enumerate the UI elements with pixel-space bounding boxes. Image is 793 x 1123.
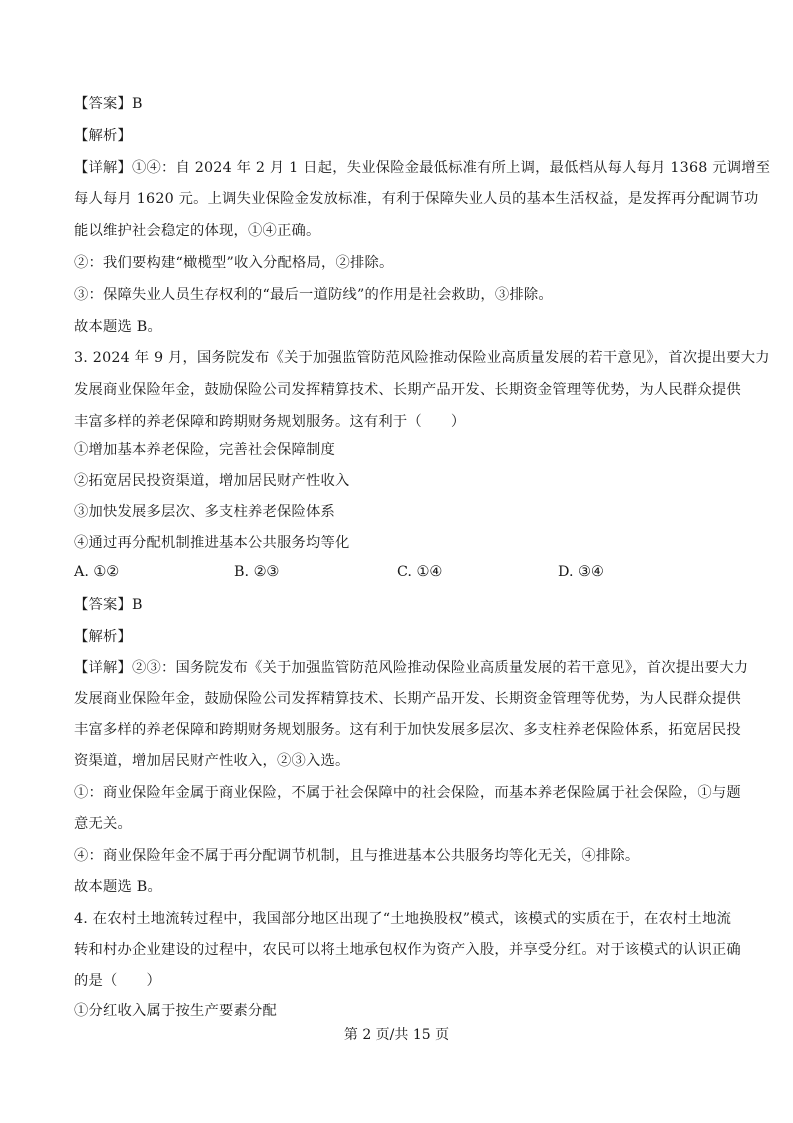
q4-stem-line-3: 的是（ ） <box>74 973 161 989</box>
q3-detail-line-1: 【详解】②③：国务院发布《关于加强监管防范风险推动保险业高质量发展的若干意见》，首次提出要大力 <box>74 660 749 676</box>
q3-exclude-4: ④：商业保险年金不属于再分配调节机制，且与推进基本公共服务均等化无关，④排除。 <box>74 848 640 864</box>
q3-option-d: D. ③④ <box>558 564 604 580</box>
q2-detail-line-1: 【详解】①④：自 2024 年 2 月 1 日起，失业保险金最低标准有所上调，最低档从每人每月 1368 元调增至 <box>74 160 771 176</box>
q3-options <box>74 564 724 582</box>
q3-stem-line-1: 3. 2024 年 9 月，国务院发布《关于加强监管防范风险推动保险业高质量发展的若干意见》，首次提出要大力 <box>74 350 770 366</box>
q4-statement-1: ①分红收入属于按生产要素分配 <box>74 1003 277 1019</box>
q3-answer: 【答案】B <box>74 597 143 613</box>
q2-conclusion: 故本题选 B。 <box>74 319 162 335</box>
q3-exclude-1-line-2: 意无关。 <box>74 816 132 832</box>
q3-analysis-label: 【解析】 <box>74 629 132 645</box>
q3-statement-3: ③加快发展多层次、多支柱养老保险体系 <box>74 504 335 520</box>
q4-stem-line-2: 转和村办企业建设的过程中，农民可以将土地承包权作为资产入股，并享受分红。对于该模式的认识正确 <box>74 942 741 958</box>
q3-option-c: C. ①④ <box>397 564 443 580</box>
q3-statement-1: ①增加基本养老保险，完善社会保障制度 <box>74 442 335 458</box>
q2-detail-line-2: 每人每月 1620 元。上调失业保险金发放标准，有利于保障失业人员的基本生活权益，是发挥再分配调节功 <box>74 191 759 207</box>
q3-statement-2: ②拓宽居民投资渠道，增加居民财产性收入 <box>74 473 350 489</box>
q3-option-a: A. ①② <box>74 564 120 580</box>
q3-stem-line-2: 发展商业保险年金，鼓励保险公司发挥精算技术、长期产品开发、长期资金管理等优势，为人民群众提供 <box>74 382 741 398</box>
q3-detail-line-2: 发展商业保险年金，鼓励保险公司发挥精算技术、长期产品开发、长期资金管理等优势，为人民群众提供 <box>74 691 741 707</box>
q3-stem-line-3: 丰富多样的养老保障和跨期财务规划服务。这有利于（ ） <box>74 414 466 430</box>
q2-answer: 【答案】B <box>74 96 143 112</box>
page-number-footer: 第 2 页/共 15 页 <box>343 1027 450 1043</box>
q3-detail-line-4: 资渠道，增加居民财产性收入，②③入选。 <box>74 753 350 769</box>
q3-statement-4: ④通过再分配机制推进基本公共服务均等化 <box>74 535 350 551</box>
q4-stem-line-1: 4. 在农村土地流转过程中，我国部分地区出现了“土地换股权”模式，该模式的实质在于，在农村土地流 <box>74 911 732 927</box>
q3-detail-line-3: 丰富多样的养老保障和跨期财务规划服务。这有利于加快发展多层次、多支柱养老保险体系，拓宽居民投 <box>74 722 741 738</box>
q2-detail-line-3: 能以维护社会稳定的体现，①④正确。 <box>74 223 321 239</box>
q3-conclusion: 故本题选 B。 <box>74 879 162 895</box>
q3-option-b: B. ②③ <box>234 564 280 580</box>
q2-exclude-3: ③：保障失业人员生存权利的“最后一道防线”的作用是社会救助，③排除。 <box>74 287 553 303</box>
q2-exclude-2: ②：我们要构建“橄榄型”收入分配格局，②排除。 <box>74 255 394 271</box>
q2-analysis-label: 【解析】 <box>74 128 132 144</box>
q3-exclude-1-line-1: ①：商业保险年金属于商业保险，不属于社会保障中的社会保险，而基本养老保险属于社会保险，①与题 <box>74 785 741 801</box>
